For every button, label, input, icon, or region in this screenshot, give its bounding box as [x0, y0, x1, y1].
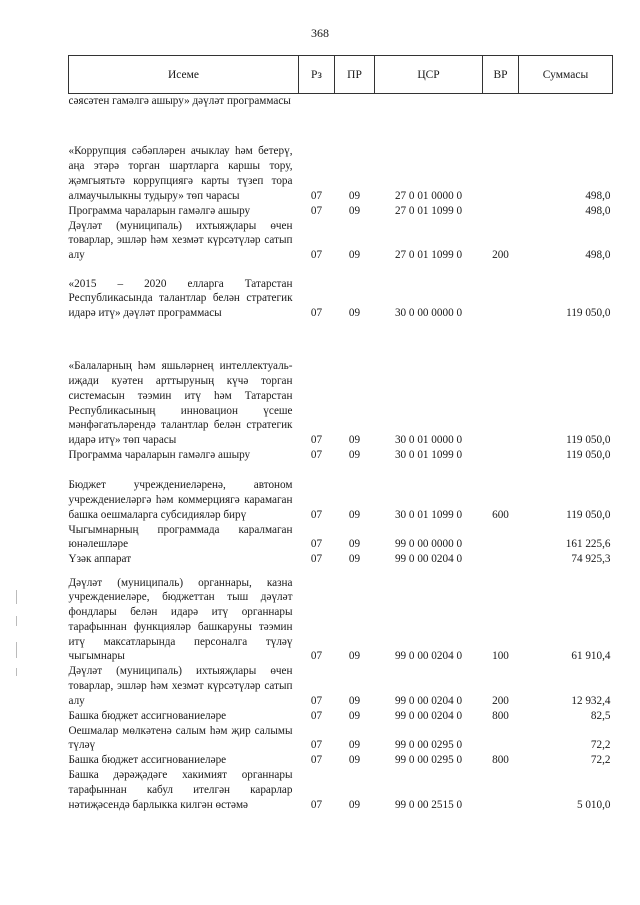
table-row [69, 463, 613, 523]
table-row [69, 94, 613, 123]
row-rz: 07 [310, 448, 323, 461]
table-row [69, 523, 613, 553]
scan-artifact [16, 590, 18, 680]
row-sum: 161 225,6 [565, 538, 611, 551]
row-rz: 07 [310, 189, 323, 202]
row-csr: 99 0 00 0204 0 [394, 553, 463, 566]
row-name: Дәүләт (муниципаль) ихтыяҗлары өчен товарлар, эшләр һәм хезмәт күрсәтүләр сатып алу [68, 665, 293, 707]
row-vr [483, 724, 519, 754]
row-csr: 30 0 01 0000 0 [394, 434, 463, 447]
row-rz: 07 [310, 553, 323, 566]
row-rz: 07 [310, 307, 323, 320]
table-row [69, 768, 613, 812]
row-vr [483, 523, 519, 553]
table-row [69, 709, 613, 724]
row-pr: 09 [348, 204, 361, 217]
row-vr: 800 [492, 709, 509, 722]
table-row [69, 263, 613, 321]
header-vr: ВР [483, 56, 519, 94]
table-row [69, 448, 613, 463]
row-name: «2015 – 2020 елларга Татарстан Республикасында талантлар белән стратегик идарә итү» дәүләт программасы [68, 277, 293, 320]
row-rz: 07 [310, 508, 323, 521]
row-vr: 600 [492, 508, 509, 521]
row-pr: 09 [348, 694, 361, 707]
row-rz: 07 [310, 434, 323, 447]
row-pr: 09 [348, 538, 361, 551]
row-sum: 498,0 [585, 189, 611, 202]
row-pr: 09 [348, 307, 361, 320]
row-name: Башка дәрәҗәдәге хакимият органнары тарафыннан кабул ителгән карарлар нәтиҗәсендә барлыкка килгән өстәмә [68, 769, 293, 811]
row-csr: 99 0 00 2515 0 [394, 798, 463, 811]
row-name: Оешмалар мөлкәтенә салым һәм җир салымы түләү [68, 724, 293, 752]
row-csr [375, 94, 483, 123]
row-rz: 07 [310, 204, 323, 217]
budget-table [68, 55, 612, 813]
row-name: Башка бюджет ассигнованиеләре [68, 754, 227, 767]
row-sum: 119 050,0 [566, 307, 611, 320]
row-csr: 99 0 00 0295 0 [394, 754, 463, 767]
row-pr: 09 [348, 754, 361, 767]
row-name: Башка бюджет ассигнованиеләре [68, 709, 227, 722]
row-name: «Коррупция сәбәпләрен ачыклау һәм бетерү, аңа этәрә торган шартларга каршы тору, җәмгыятьтә коррупциягә карты түзеп тора алмаучылыкны тудыру» төп чарасы [68, 145, 293, 202]
row-name: Дәүләт (муниципаль) органнары, казна учреждениеләре, бюджеттан тыш дәүләт фондлары белән идарә итү органнары тарафыннан функцияләр башкаруны тәэмин итү максатларында персоналга түләү чыгымнары [68, 576, 293, 663]
row-pr: 09 [348, 553, 361, 566]
row-sum: 119 050,0 [566, 434, 611, 447]
table-row [69, 123, 613, 204]
row-sum: 61 910,4 [571, 650, 611, 663]
row-pr: 09 [348, 434, 361, 447]
row-pr: 09 [348, 189, 361, 202]
row-vr [483, 263, 519, 321]
table-row [69, 753, 613, 768]
row-vr: 200 [492, 694, 509, 707]
row-name: «Балаларның һәм яшьләрнең интеллектуаль-иҗади куәтен арттыруның күчә торган системасын тәэмин итү һәм Татарстан Республикасының инновацион үсеше мәнфәгатьләрендә талантлар белән стратегик идарә итү» төп чарасы [68, 360, 293, 447]
row-rz: 07 [310, 249, 323, 262]
table-row [69, 664, 613, 708]
row-rz: 07 [310, 694, 323, 707]
table-body [69, 94, 613, 813]
row-sum: 72,2 [590, 739, 611, 752]
row-vr [483, 768, 519, 812]
row-vr: 200 [492, 249, 509, 262]
row-csr: 99 0 00 0000 0 [394, 538, 463, 551]
row-rz: 07 [310, 538, 323, 551]
row-csr: 27 0 01 1099 0 [394, 204, 463, 217]
row-csr: 99 0 00 0295 0 [394, 739, 463, 752]
table-row [69, 219, 613, 263]
row-rz: 07 [310, 739, 323, 752]
row-pr: 09 [348, 448, 361, 461]
row-csr: 27 0 01 0000 0 [394, 189, 463, 202]
row-vr [483, 123, 519, 204]
row-pr [335, 94, 375, 123]
table-header-row [69, 56, 613, 94]
table-row [69, 321, 613, 448]
row-vr [483, 204, 519, 219]
row-csr: 30 0 01 1099 0 [394, 508, 463, 521]
row-csr: 99 0 00 0204 0 [394, 650, 463, 663]
row-rz: 07 [310, 709, 323, 722]
row-name: Үзәк аппарат [68, 553, 132, 566]
row-sum: 72,2 [590, 754, 611, 767]
page-number: 368 [311, 26, 329, 40]
row-sum: 119 050,0 [566, 508, 611, 521]
row-pr: 09 [348, 709, 361, 722]
header-sum: Суммасы [519, 56, 613, 94]
row-csr: 99 0 00 0204 0 [394, 694, 463, 707]
row-rz: 07 [310, 650, 323, 663]
row-csr: 30 0 00 0000 0 [394, 307, 463, 320]
table-row [69, 724, 613, 754]
header-name: Исеме [69, 56, 299, 94]
row-vr [483, 448, 519, 463]
row-name: Программа чараларын гамәлгә ашыру [68, 204, 251, 217]
row-name: Дәүләт (муниципаль) ихтыяҗлары өчен товарлар, эшләр һәм хезмәт күрсәтүләр сатып алу [68, 219, 293, 262]
row-pr: 09 [348, 249, 361, 262]
row-rz: 07 [310, 754, 323, 767]
row-pr: 09 [348, 508, 361, 521]
table-row [69, 204, 613, 219]
row-csr: 30 0 01 1099 0 [394, 448, 463, 461]
table-row [69, 552, 613, 567]
header-csr: ЦСР [375, 56, 483, 94]
row-pr: 09 [348, 739, 361, 752]
row-pr: 09 [348, 650, 361, 663]
row-name: Программа чараларын гамәлгә ашыру [68, 448, 251, 461]
row-rz [299, 94, 335, 123]
table-row [69, 567, 613, 664]
row-csr: 99 0 00 0204 0 [394, 709, 463, 722]
row-vr [483, 321, 519, 448]
row-pr: 09 [348, 798, 361, 811]
row-vr [483, 94, 519, 123]
row-name: Чыгымнарның программада каралмаган юнәлешләре [68, 523, 293, 551]
row-sum: 74 925,3 [571, 553, 611, 566]
row-name: Бюджет учреждениеләренә, автоном учреждениеләргә һәм коммерциягә карамаган башка оешмаларга субсидияләр бирү [68, 479, 293, 521]
row-name: сәясәтен гамәлгә ашыру» дәүләт программасы [68, 95, 291, 107]
row-vr: 100 [492, 650, 509, 663]
row-vr: 800 [492, 754, 509, 767]
row-sum: 82,5 [590, 709, 611, 722]
row-sum: 5 010,0 [576, 798, 611, 811]
row-vr [483, 552, 519, 567]
row-sum: 498,0 [585, 204, 611, 217]
row-sum: 498,0 [585, 249, 611, 262]
row-rz: 07 [310, 798, 323, 811]
header-rz: Рз [299, 56, 335, 94]
row-csr: 27 0 01 1099 0 [394, 249, 463, 262]
row-sum: 12 932,4 [571, 694, 611, 707]
row-sum: 119 050,0 [566, 448, 611, 461]
header-pr: ПР [335, 56, 375, 94]
row-sum [519, 94, 613, 123]
